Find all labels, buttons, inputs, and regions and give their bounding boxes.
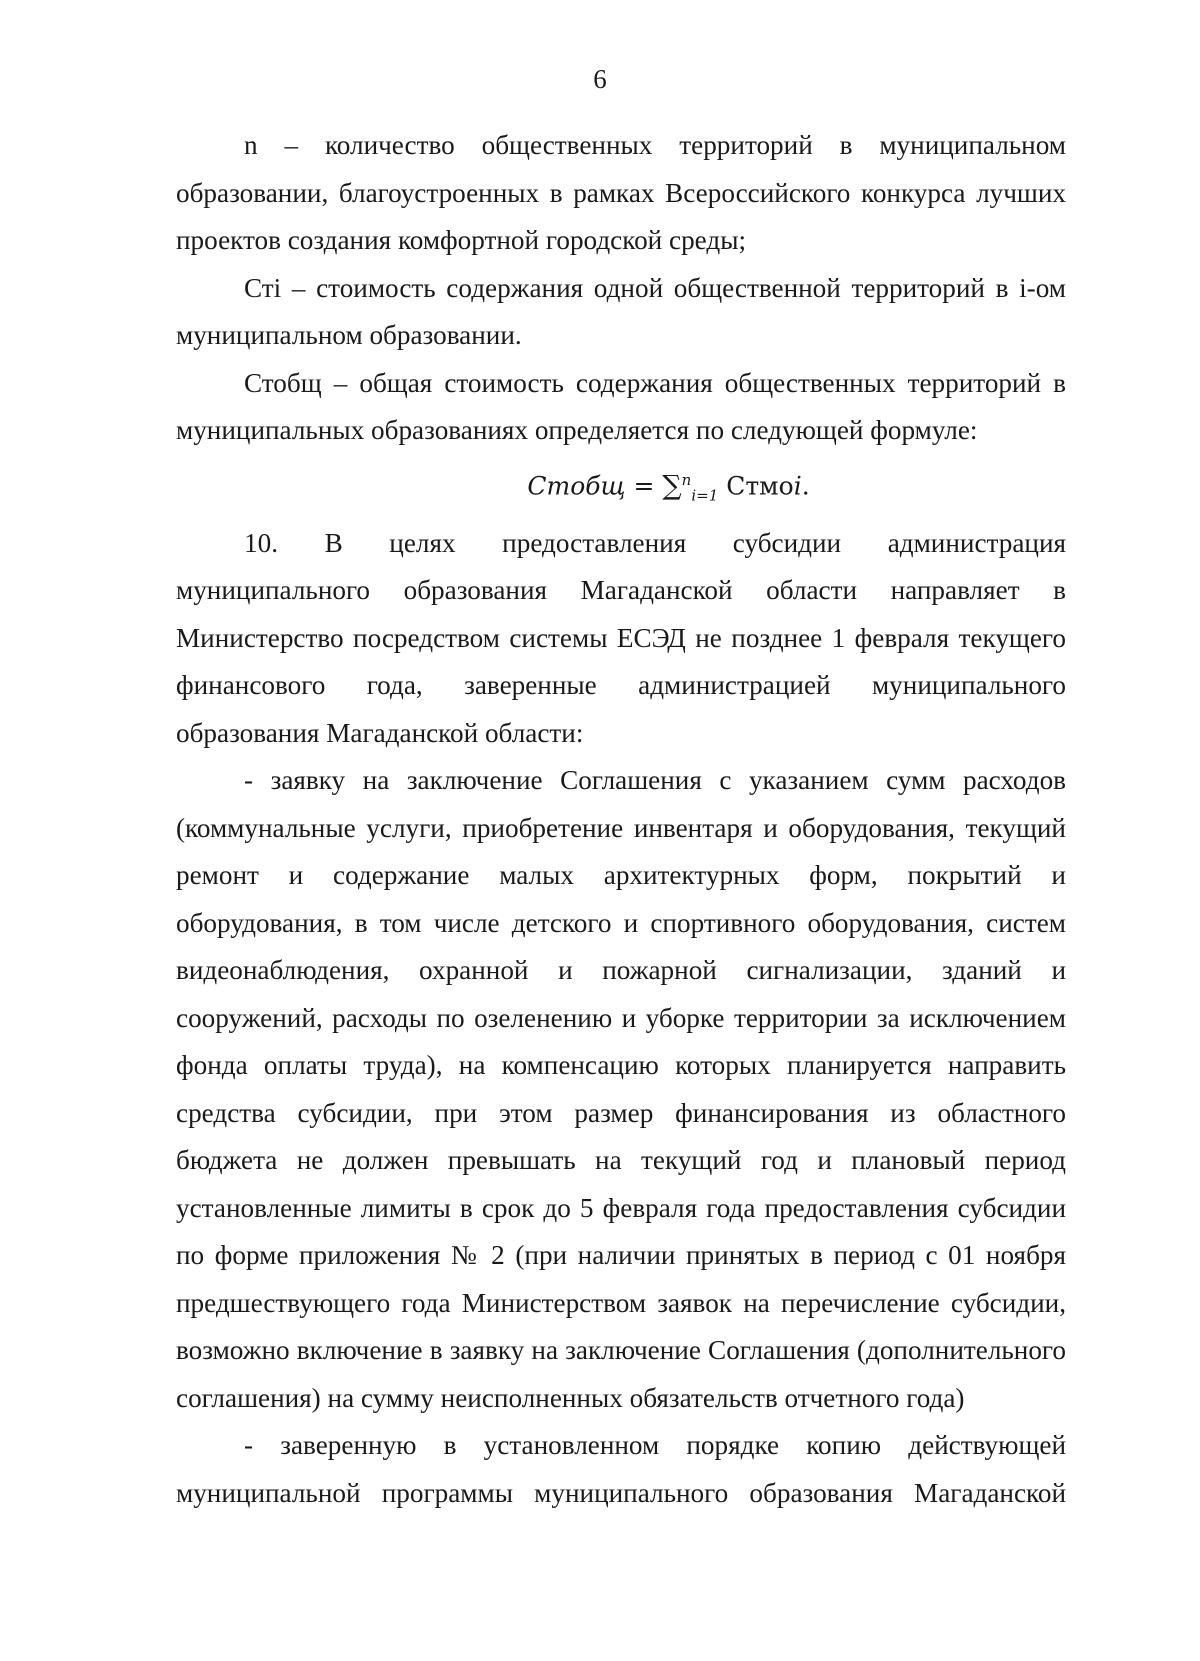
formula-lower-limit: i=1 [691,485,719,504]
formula-sigma: ∑ [662,469,682,501]
formula-index: i [793,470,802,500]
paragraph-n-definition: n – количество общественных территорий в муниципальном образовании, благоустроенных в рамках Всероссийского конкурса лучших проектов создания комфортной городской среды; [176,130,1066,255]
formula-lhs: Стобщ [527,470,626,500]
page-number: 6 [593,64,607,94]
paragraph-total-cost-definition: Стобщ – общая стоимость содержания общественных территорий в муниципальных образованиях определяется по следующей формуле: [176,367,1066,445]
formula-equals: = [633,470,655,500]
formula-term: Стмо [726,470,794,500]
cost-formula [176,455,1066,520]
paragraph-program-copy: - заверенную в установленном порядке копию действующей муниципальной программы муниципального образования Магаданской [176,1430,1066,1508]
paragraph-cti-definition: Стi – стоимость содержания одной общественной территорий в i-ом муниципальном образовании. [176,272,1066,350]
formula-upper-limit: n [681,470,692,489]
paragraph-item-10: 10. В целях предоставления субсидии администрация муниципального образования Магаданской области направляет в Министерство посредством системы ЕСЭД не позднее 1 февраля текущего финансового года, заверенные администрацией муниципального образования Магаданской области: [176,527,1066,748]
formula-end: . [801,470,810,500]
document-body [176,122,1066,1517]
paragraph-application-request: - заявку на заключение Соглашения с указанием сумм расходов (коммунальные услуги, приобретение инвентаря и оборудования, текущий ремонт и содержание малых архитектурных форм, покрытий и оборудования, в том числе детского и спортивного оборудования, систем видеонаблюдения, охранной и пожарной сигнализации, зданий и сооружений, расходы по озеленению и уборке территории за исключением фонда оплаты труда), на компенсацию которых планируется направить средства субсидии, при этом размер финансирования из областного бюджета не должен превышать на текущий год и плановый период установленные лимиты в срок до 5 февраля года предоставления субсидии по форме приложения № 2 (при наличии принятых в период с 01 ноября предшествующего года Министерством заявок на перечисление субсидии, возможно включение в заявку на заключение Соглашения (дополнительного соглашения) на сумму неисполненных обязательств отчетного года) [176,765,1066,1413]
